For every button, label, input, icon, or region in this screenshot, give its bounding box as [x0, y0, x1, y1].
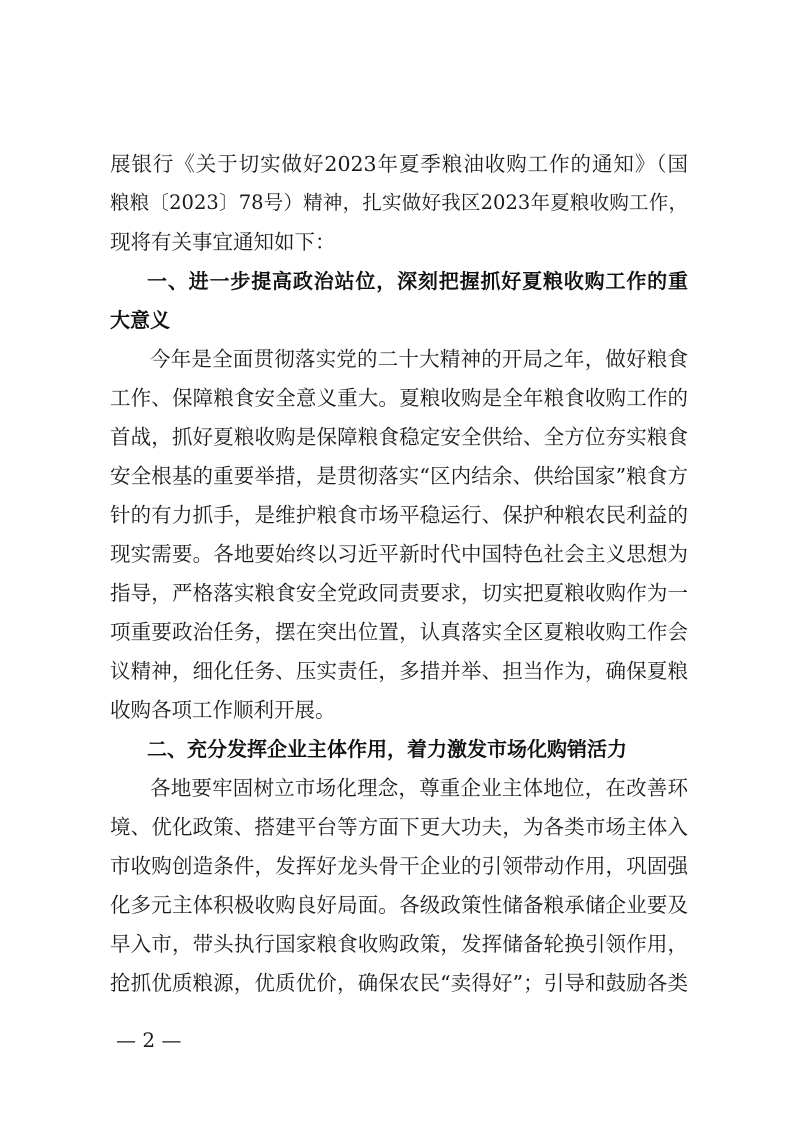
text-line: 市收购创造条件，发挥好龙头骨干企业的引领带动作用，巩固强	[110, 854, 688, 878]
text-line: 化多元主体积极收购良好局面。各级政策性储备粮承储企业要及	[110, 893, 688, 917]
text-line: 安全根基的重要举措，是贯彻落实“区内结余、供给国家”粮食方	[110, 464, 688, 488]
text-line: 指导，严格落实粮食安全党政同责要求，切实把夏粮收购作为一	[110, 581, 688, 605]
text-line: 境、优化政策、搭建平台等方面下更大功夫，为各类市场主体入	[110, 815, 688, 839]
section-heading: 一、进一步提高政治站位，深刻把握抓好夏粮收购工作的重	[147, 269, 688, 293]
text-line: 各地要牢固树立市场化理念，尊重企业主体地位，在改善环	[150, 776, 688, 800]
text-line: 议精神，细化任务、压实责任，多措并举、担当作为，确保夏粮	[110, 659, 688, 683]
text-line: 早入市，带头执行国家粮食收购政策，发挥储备轮换引领作用，	[110, 932, 688, 956]
text-line: 展银行《关于切实做好2023年夏季粮油收购工作的通知》（国	[110, 152, 688, 176]
text-line: 工作、保障粮食安全意义重大。夏粮收购是全年粮食收购工作的	[110, 386, 688, 410]
text-line: 针的有力抓手，是维护粮食市场平稳运行、保护种粮农民利益的	[110, 503, 688, 527]
text-line: 现实需要。各地要始终以习近平新时代中国特色社会主义思想为	[110, 542, 688, 566]
text-line: 首战，抓好夏粮收购是保障粮食稳定安全供给、全方位夯实粮食	[110, 425, 688, 449]
text-line: 现将有关事宜通知如下：	[110, 230, 336, 254]
section-heading: 大意义	[110, 308, 170, 332]
text-line: 项重要政治任务，摆在突出位置，认真落实全区夏粮收购工作会	[110, 620, 688, 644]
section-heading: 二、充分发挥企业主体作用，着力激发市场化购销活力	[147, 737, 627, 761]
text-line: 今年是全面贯彻落实党的二十大精神的开局之年，做好粮食	[150, 347, 688, 371]
text-line: 收购各项工作顺利开展。	[110, 698, 336, 722]
text-line: 抢抓优质粮源，优质优价，确保农民“卖得好”；引导和鼓励各类	[110, 971, 688, 995]
text-line: 粮粮〔2023〕78号）精神，扎实做好我区2023年夏粮收购工作，	[110, 191, 688, 214]
page-number: — 2 —	[116, 1028, 182, 1052]
